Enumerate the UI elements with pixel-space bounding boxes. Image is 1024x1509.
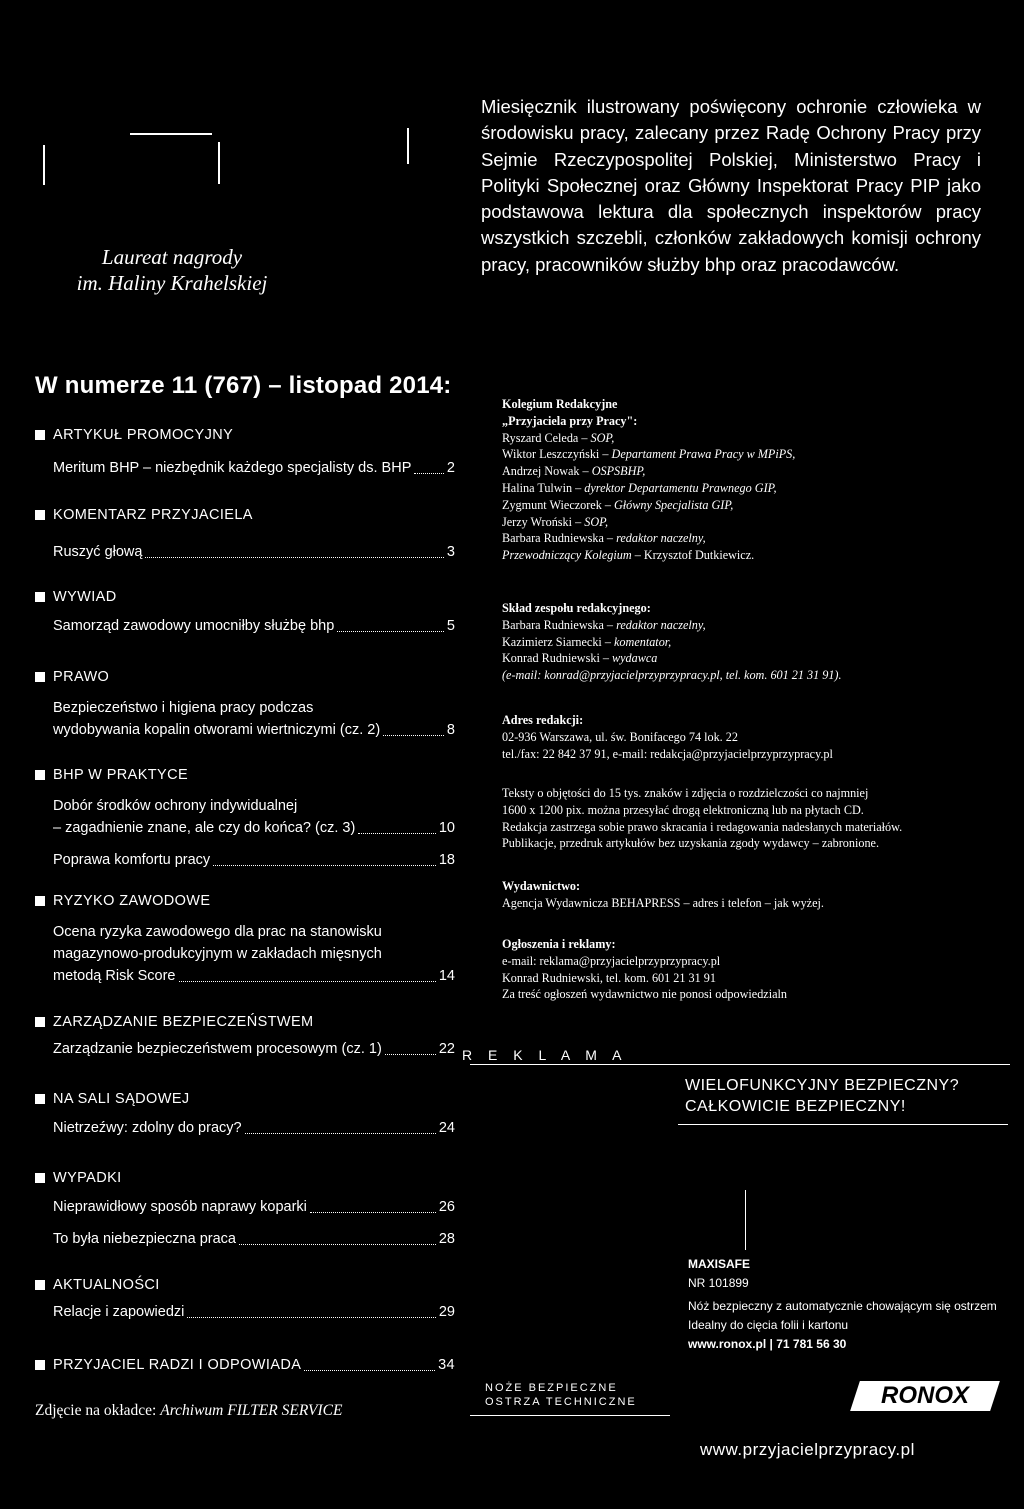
toc-section [35,1168,455,1250]
toc-section [35,587,455,637]
ad-divider [678,1124,1008,1125]
toc-entry[interactable]: wydobywania kopalin otworami wiertniczymi (cz. 2) 8 [53,722,455,738]
toc-section [35,891,455,987]
toc-section-title: KOMENTARZ PRZYJACIELA [53,507,253,523]
editorial-notes: Teksty o objętości do 15 tys. znaków i zdjęcia o rozdzielczości co najmniej 1600 x 1200 pix. można przesyłać drogą elektroniczną lub na płytach CD. Redakcja zastrzega sobie prawo skracania i redagowania nadesłanych materiałów. Publikacje, przedruk artykułów bez uzyskania zgody wydawcy – zabronione. [502,786,903,851]
toc-section[interactable]: PRZYJACIEL RADZI I ODPOWIADA 34 [35,1355,455,1375]
product-outline [745,1190,746,1250]
toc-section-title: BHP W PRAKTYCE [53,767,189,783]
award-line-2: im. Haliny Krahelskiej [76,271,268,295]
ad-label: R E K L A M A [462,1047,628,1063]
staff-member: (e-mail: konrad@przyjacielprzyprzypracy.pl, tel. kom. 601 21 31 91). [502,668,842,683]
award-caption [52,244,292,296]
editorial-ads: Ogłoszenia i reklamy: e-mail: reklama@przyjacielprzyprzypracy.pl Konrad Rudniewski, tel. kom. 601 21 31 91 Za treść ogłoszeń wydawnictwo nie ponosi odpowiedzialn [502,937,787,1002]
toc-entry[interactable]: Ruszyć głową 3 [53,544,455,560]
logo-frame-line [407,128,409,164]
board-member: Przewodniczący Kolegium – Krzysztof Dutkiewicz. [502,548,755,563]
award-line-1: Laureat nagrody [101,245,243,269]
editorial-publisher: Wydawnictwo: Agencja Wydawnicza BEHAPRESS – adres i telefon – jak wyżej. [502,879,824,910]
bullet-square-icon [35,1017,45,1027]
bullet-square-icon [35,896,45,906]
cover-credit: Zdjęcie na okładce: Archiwum FILTER SERVICE [35,1402,343,1419]
ad-tagline: NOŻE BEZPIECZNE OSTRZA TECHNICZNE [485,1382,637,1408]
board-member: Jerzy Wroński – SOP, [502,514,609,529]
toc-entry[interactable]: – zagadnienie znane, ale czy do końca? (cz. 3) 10 [53,820,455,836]
toc-heading: W numerze 11 (767) – listopad 2014: [35,372,452,399]
logo-frame-line [130,133,212,135]
toc-entry-pre: Bezpieczeństwo i higiena pracy podczas [53,700,314,716]
toc-entry[interactable]: Relacje i zapowiedzi 29 [53,1304,455,1320]
toc-section [35,505,455,563]
toc-entry-pre: Ocena ryzyka zawodowego dla prac na stanowisku [53,924,382,940]
toc-section [35,425,455,479]
staff-member: Barbara Rudniewska – redaktor naczelny, [502,617,706,632]
bullet-square-icon [35,1173,45,1183]
toc-section [35,667,455,741]
board-member: Andrzej Nowak – OSPSBHP, [502,464,646,479]
toc-section [35,1012,455,1060]
logo-frame-line [218,142,220,184]
toc-section-title: NA SALI SĄDOWEJ [53,1091,190,1107]
toc-section-title: WYPADKI [53,1170,122,1186]
toc-section-title: ARTYKUŁ PROMOCYJNY [53,427,234,443]
bullet-square-icon [35,1360,45,1370]
toc-entry[interactable]: Meritum BHP – niezbędnik każdego specjalisty ds. BHP 2 [53,460,455,476]
editorial-board [502,396,1002,564]
board-member: Barbara Rudniewska – redaktor naczelny, [502,531,706,546]
toc-entry[interactable]: Poprawa komfortu pracy 18 [53,852,455,868]
toc-entry[interactable]: metodą Risk Score 14 [53,968,455,984]
footer-website[interactable]: www.przyjacielprzypracy.pl [700,1440,915,1459]
toc-entry[interactable]: Zarządzanie bezpieczeństwem procesowym (cz. 1) 22 [53,1041,455,1057]
staff-member: Konrad Rudniewski – wydawca [502,651,658,666]
toc-entry[interactable]: Samorząd zawodowy umocniłby służbę bhp 5 [53,618,455,634]
toc-section-title: WYWIAD [53,589,117,605]
ad-divider [470,1064,1010,1065]
bullet-square-icon [35,672,45,682]
editorial-address: Adres redakcji: 02-936 Warszawa, ul. św. Bonifacego 74 lok. 22 tel./fax: 22 842 37 91, e-mail: redakcja@przyjacielprzyprzypracy.pl [502,713,833,761]
toc-entry-pre: magazynowo-produkcyjnym w zakładach mięsnych [53,946,382,962]
toc-entry[interactable]: To była niebezpieczna praca 28 [53,1231,455,1247]
toc-section-title: AKTUALNOŚCI [53,1277,160,1293]
bullet-square-icon [35,770,45,780]
logo-frame-line [43,145,45,185]
ad-divider [470,1415,670,1416]
bullet-square-icon [35,1094,45,1104]
bullet-square-icon [35,430,45,440]
intro-paragraph: Miesięcznik ilustrowany poświęcony ochronie człowieka w środowisku pracy, zalecany przez Radę Ochrony Pracy przy Sejmie Rzeczypospolitej Polskiej, Ministerstwo Pracy i Polityki Społecznej oraz Główny Inspektorat Pracy PIP jako podstawowa lektura dla społecznych inspektorów pracy wszystkich szczebli, członków zakładowych komisji ochrony pracy, pracowników służby bhp oraz pracodawców. [481,96,981,275]
toc-section [35,1275,455,1323]
toc-section-title: RYZYKO ZAWODOWE [53,893,211,909]
toc-section [35,1089,455,1139]
editorial-staff [502,600,1002,684]
toc-section [35,765,455,871]
toc-section-title: PRZYJACIEL RADZI I ODPOWIADA [53,1357,302,1373]
board-member: Wiktor Leszczyński – Departament Prawa Pracy w MPiPS, [502,447,796,462]
toc-section-title: ZARZĄDZANIE BEZPIECZEŃSTWEM [53,1014,314,1030]
toc-entry[interactable]: Nieprawidłowy sposób naprawy koparki 26 [53,1199,455,1215]
board-member: Ryszard Celeda – SOP, [502,430,615,445]
bullet-square-icon [35,592,45,602]
board-subtitle: „Przyjaciela przy Pracy": [502,413,638,428]
toc-entry-pre: Dobór środków ochrony indywidualnej [53,798,298,814]
toc-section-title: PRAWO [53,669,110,685]
bullet-square-icon [35,1280,45,1290]
bullet-square-icon [35,510,45,520]
ad-product: MAXISAFE NR 101899 Nóż bezpieczny z automatycznie chowającym się ostrzem Idealny do cięcia folii i kartonu www.ronox.pl | 71 781 56 30 [688,1257,997,1351]
staff-title: Skład zespołu redakcyjnego: [502,601,651,615]
board-member: Zygmunt Wieczorek – Główny Specjalista GIP, [502,497,734,512]
staff-member: Kazimierz Siarnecki – komentator, [502,634,672,649]
ad-headline: WIELOFUNKCYJNY BEZPIECZNY? CAŁKOWICIE BEZPIECZNY! [685,1077,960,1115]
ronox-logo: RONOX [850,1381,1000,1411]
board-member: Halina Tulwin – dyrektor Departamentu Prawnego GIP, [502,480,777,495]
board-title: Kolegium Redakcyjne [502,397,618,411]
toc-entry[interactable]: Nietrzeźwy: zdolny do pracy? 24 [53,1120,455,1136]
